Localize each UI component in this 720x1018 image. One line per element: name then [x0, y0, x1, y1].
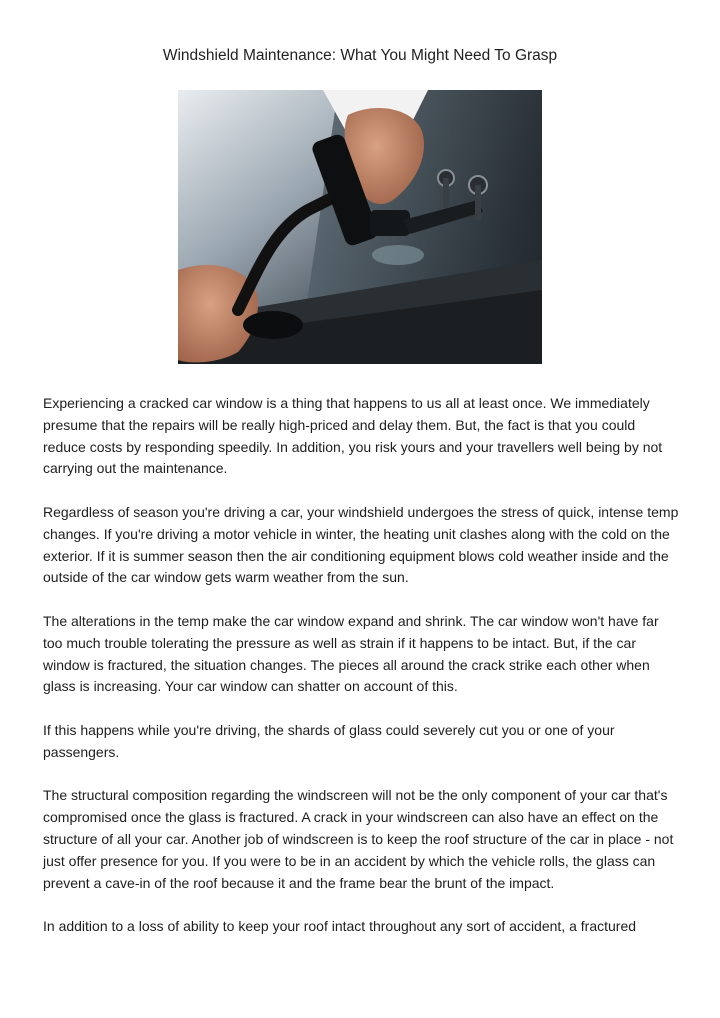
windshield-repair-photo: [178, 90, 542, 364]
article-body: [43, 393, 679, 960]
paragraph: The alterations in the temp make the car window expand and shrink. The car window won't have far too much trouble tolerating the pressure as well as strain if it happens to be intact. But, if the car window is fractured, the situation changes. The pieces all around the crack strike each other when glass is increasing. Your car window can shatter on account of this.: [43, 612, 659, 695]
windshield-repair-tool-icon: [178, 90, 542, 364]
paragraph: The structural composition regarding the windscreen will not be the only component of your car that's compromised once the glass is fractured. A crack in your windscreen can also have an effect on the structure of all your car. Another job of windscreen is to keep the roof structure of the car in place - not just offer presence for you. If you were to be in an accident by which the vehicle rolls, the glass can prevent a cave-in of the roof because it and the frame bear the brunt of the impact.: [43, 787, 674, 891]
paragraph: Regardless of season you're driving a car, your windshield undergoes the stress of quick, intense temp changes. If you're driving a motor vehicle in winter, the heating unit clashes along with the cold on the exterior. If it is summer season then the air conditioning equipment blows cold weather inside and the outside of the car window gets warm weather from the sun.: [43, 503, 679, 586]
page-title: Windshield Maintenance: What You Might Need To Grasp: [162, 47, 558, 64]
paragraph: If this happens while you're driving, the shards of glass could severely cut you or one of your passengers.: [43, 721, 615, 760]
paragraph: Experiencing a cracked car window is a thing that happens to us all at least once. We immediately presume that the repairs will be really high-priced and delay them. But, the fact is that you could reduce costs by responding speedily. In addition, you risk yours and your travellers well being by not carrying out the maintenance.: [43, 395, 663, 477]
paragraph: In addition to a loss of ability to keep your roof intact throughout any sort of accident, a fractured: [43, 918, 637, 935]
